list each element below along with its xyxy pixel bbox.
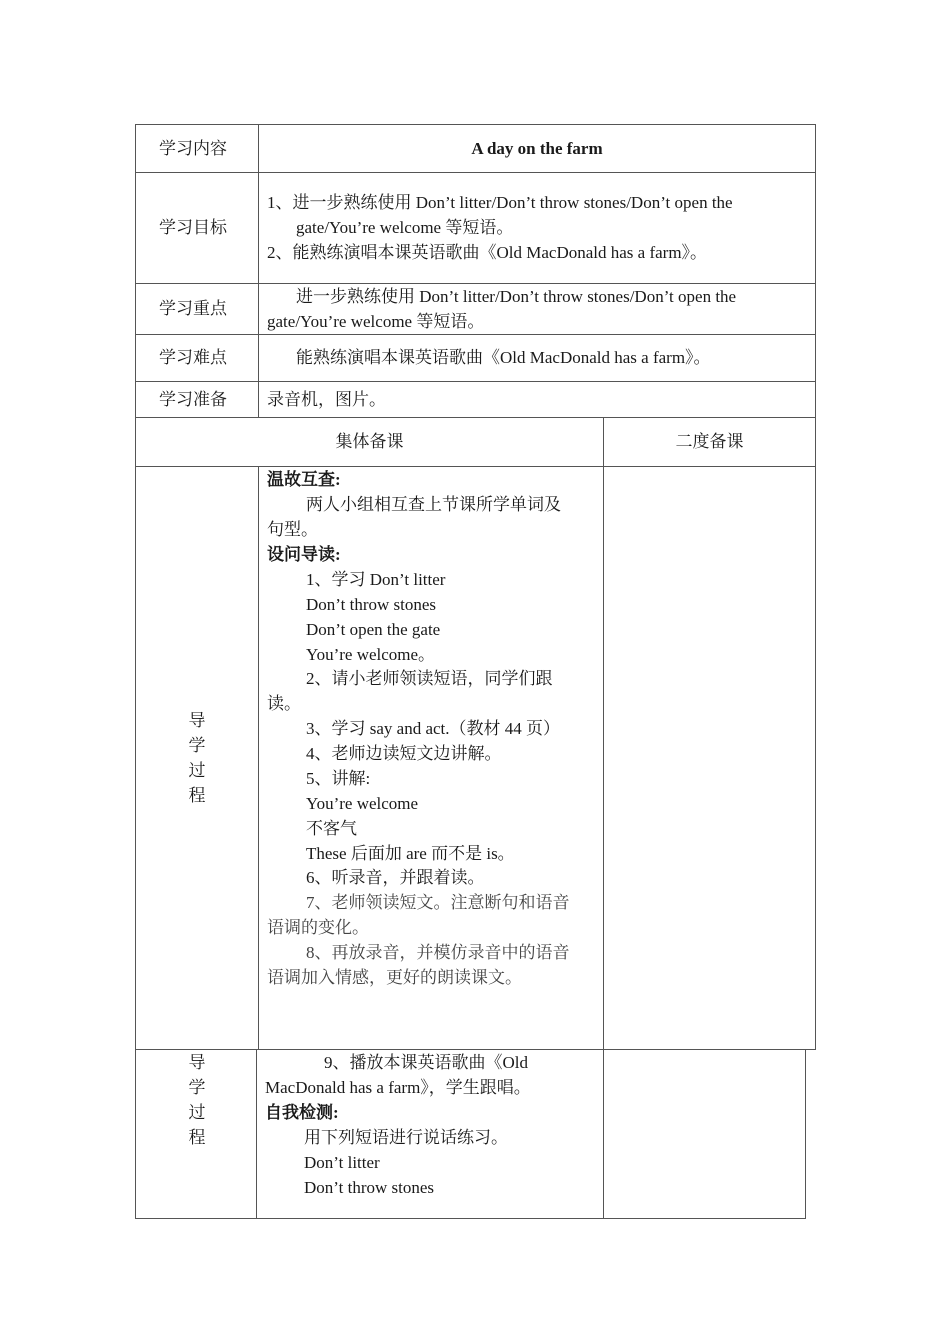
process-line: 1、学习 Don’t litter xyxy=(306,570,446,589)
table-border-left xyxy=(135,124,136,1050)
table-row-divider xyxy=(135,381,816,382)
process-line: 8、再放录音，并模仿录音中的语音 xyxy=(306,943,570,962)
table2-col-divider xyxy=(256,1049,257,1219)
table-row-divider xyxy=(135,172,816,173)
goal-item-1: 1、进一步熟练使用 Don’t litter/Don’t throw stones/Don’t open the xyxy=(267,193,733,212)
self-check-line: 用下列短语进行说话练习。 xyxy=(304,1128,508,1147)
process-line: 6、听录音，并跟着读。 xyxy=(306,868,485,887)
process-label-char: 导 xyxy=(188,711,206,730)
collective-header: 集体备课 xyxy=(335,432,404,451)
process-line: You’re welcome。 xyxy=(306,645,436,664)
difficult-label: 学习难点 xyxy=(159,348,227,367)
review-text-cont: 句型。 xyxy=(267,520,318,539)
process-line: 5、讲解: xyxy=(306,769,371,788)
review-text: 两人小组相互查上节课所学单词及 xyxy=(306,495,561,514)
process-label-char: 过 xyxy=(188,761,206,780)
content-label: 学习内容 xyxy=(159,139,227,158)
prep-label: 学习准备 xyxy=(159,390,227,409)
process-line: Don’t throw stones xyxy=(306,595,437,614)
process-label-char: 程 xyxy=(188,786,206,805)
table2-col-divider xyxy=(603,1049,604,1219)
process-line: 读。 xyxy=(267,694,301,713)
song-line-cont: MacDonald has a farm》，学生跟唱。 xyxy=(265,1078,531,1097)
process-line: 2、请小老师领读短语，同学们跟 xyxy=(306,669,553,688)
goal-item-2: 2、能熟练演唱本课英语歌曲《Old MacDonald has a farm》。 xyxy=(267,243,708,262)
key-label: 学习重点 xyxy=(159,299,227,318)
process-line: 3、学习 say and act.（教材 44 页） xyxy=(306,719,561,738)
process-line: 语调加入情感，更好的朗读课文。 xyxy=(267,968,522,987)
self-check-line: Don’t throw stones xyxy=(304,1178,435,1197)
goal-item-1-cont: gate/You’re welcome 等短语。 xyxy=(296,218,514,237)
process-line: 语调的变化。 xyxy=(267,918,369,937)
table2-border-right xyxy=(805,1049,806,1219)
table-col-divider xyxy=(258,124,259,418)
table-row-divider xyxy=(135,334,816,335)
process-line: Don’t open the gate xyxy=(306,620,441,639)
process-label-char: 学 xyxy=(188,736,206,755)
process2-label-char: 导 xyxy=(188,1053,206,1072)
table2-border-bottom xyxy=(135,1218,806,1219)
key-text: 进一步熟练使用 Don’t litter/Don’t throw stones/Don’t open the xyxy=(296,287,737,306)
lesson-title: A day on the farm xyxy=(471,139,603,158)
prep-text: 录音机，图片。 xyxy=(267,390,386,409)
goal-label: 学习目标 xyxy=(159,218,227,237)
self-check-line: Don’t litter xyxy=(304,1153,380,1172)
process-line: 7、老师领读短文。注意断句和语音 xyxy=(306,893,570,912)
table-col-divider xyxy=(603,417,604,1050)
second-header: 二度备课 xyxy=(675,432,744,451)
table-border-top xyxy=(135,124,816,125)
review-heading: 温故互查: xyxy=(267,470,341,489)
table-row-divider xyxy=(135,417,816,418)
table2-border-left xyxy=(135,1049,136,1219)
process-line: These 后面加 are 而不是 is。 xyxy=(306,844,515,863)
table-col-divider xyxy=(258,466,259,1050)
process-line: You’re welcome xyxy=(306,794,419,813)
difficult-text: 能熟练演唱本课英语歌曲《Old MacDonald has a farm》。 xyxy=(296,348,711,367)
song-line: 9、播放本课英语歌曲《Old xyxy=(324,1053,528,1072)
key-text-cont: gate/You’re welcome 等短语。 xyxy=(267,312,485,331)
process2-label-char: 学 xyxy=(188,1078,206,1097)
process-line: 4、老师边读短文边讲解。 xyxy=(306,744,502,763)
process2-label-char: 程 xyxy=(188,1128,206,1147)
self-check-heading: 自我检测: xyxy=(265,1103,339,1122)
process-line: 不客气 xyxy=(306,819,357,838)
table-row-divider xyxy=(135,466,816,467)
table-border-right xyxy=(815,124,816,1050)
process2-label-char: 过 xyxy=(188,1103,206,1122)
guide-heading: 设问导读: xyxy=(267,545,341,564)
